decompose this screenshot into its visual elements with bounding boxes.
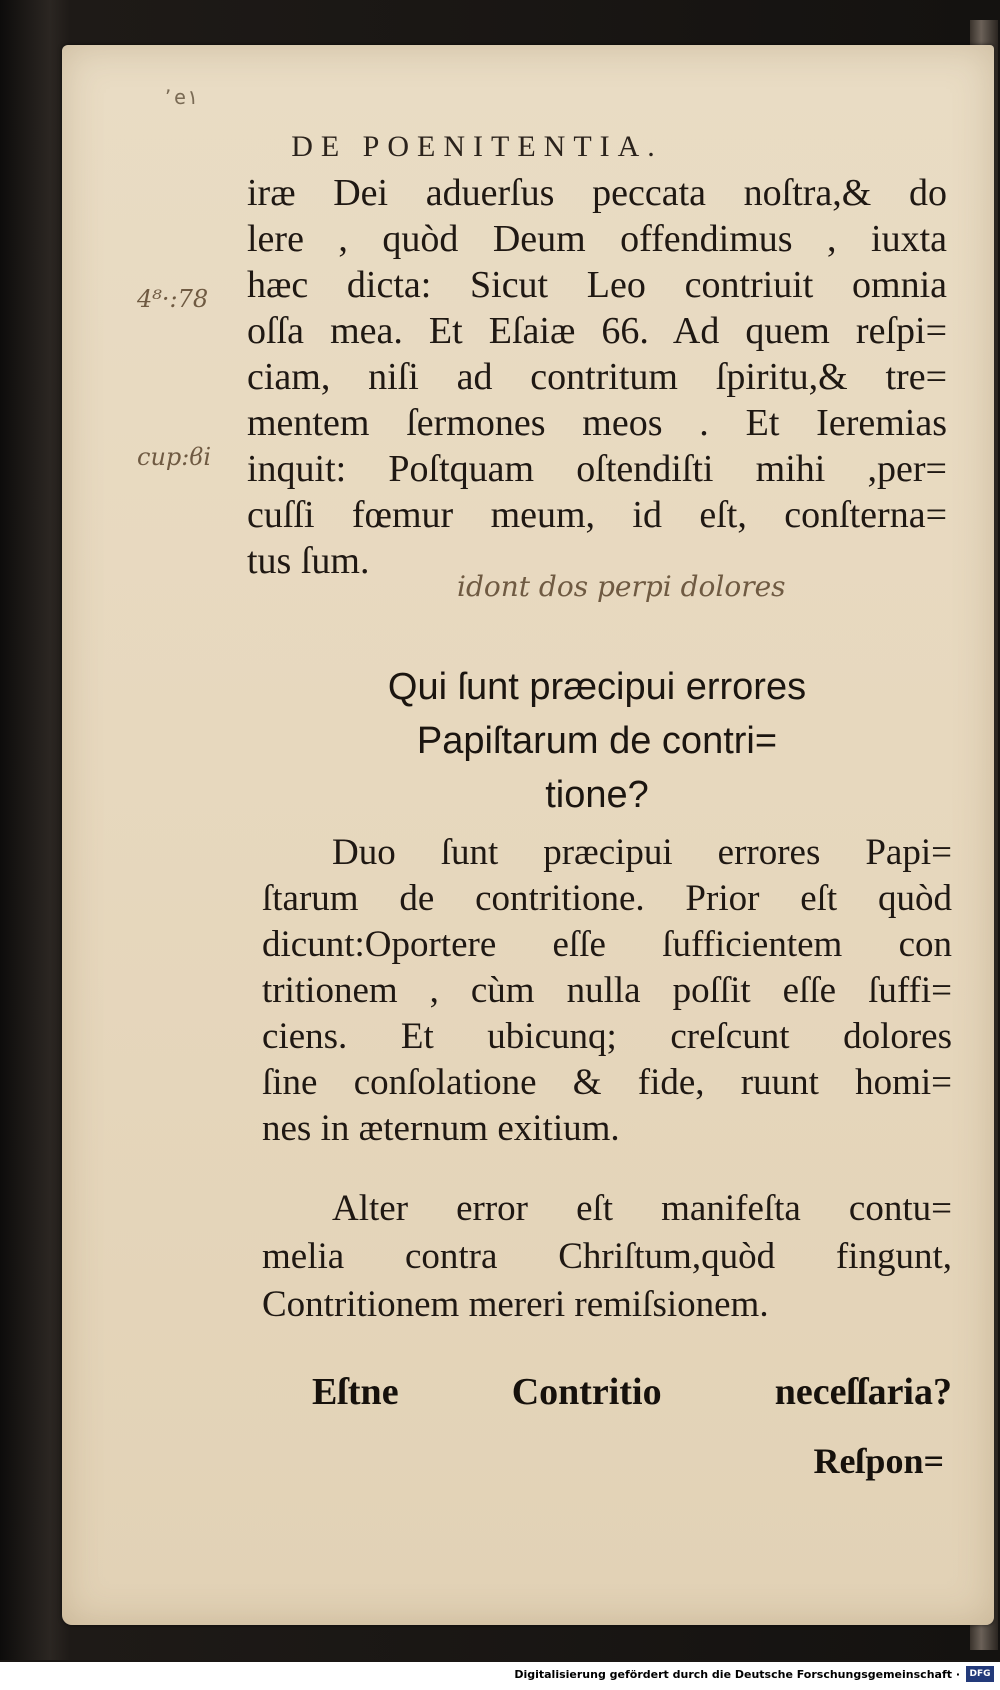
text-line: Duo ſunt præcipui errores Papi= [332, 832, 952, 873]
text-line: tritionem , cùm nulla poſſit eſſe ſuffi= [262, 970, 952, 1011]
book-page [62, 45, 994, 1625]
heading-line: tione? [545, 774, 649, 816]
text-line: dicunt:Oportere eſſe ſufficientem con [262, 924, 952, 965]
folio-mark: ٬e١ [162, 85, 199, 109]
paragraph-1 [247, 170, 947, 584]
text-line: hæc dicta: Sicut Leo contriuit omnia [247, 264, 947, 306]
question-heading-2: Eſtne Contritio neceſſaria? [312, 1371, 952, 1413]
text-line: oſſa mea. Et Eſaiæ 66. Ad quem reſpi= [247, 310, 947, 352]
heading-line: Qui ſunt præcipui errores [387, 666, 807, 708]
text-line: cuſſi fœmur meum, id eſt, conſterna= [247, 494, 947, 536]
catchword: Reſpon= [813, 1441, 944, 1481]
text-line: inquit: Poſtquam oſtendiſti mihi ,per= [247, 448, 947, 490]
text-line: ſtarum de contritione. Prior eſt quòd [262, 878, 952, 919]
text-line: lere , quòd Deum offendimus , iuxta [247, 218, 947, 260]
text-line: melia contra Chriſtum,quòd fingunt, [262, 1236, 952, 1277]
handwritten-annotation: idont dos perpi dolores [457, 570, 786, 603]
heading-line: Papiſtarum de contri= [416, 720, 778, 762]
text-line: ſine conſolatione & fide, ruunt homi= [262, 1062, 952, 1103]
digitization-footer [0, 1662, 1000, 1690]
text-line: tus ſum. [247, 540, 370, 582]
running-head: DE POENITENTIA. [291, 130, 663, 163]
text-line: ciens. Et ubicunq; creſcunt dolores [262, 1016, 952, 1057]
text-line: mentem ſermones meos . Et Ieremias [247, 402, 947, 444]
margin-note: cup:ϐi [137, 443, 212, 471]
answer-paragraph-2 [262, 1185, 952, 1329]
text-line: nes in æternum exitium. [262, 1108, 620, 1149]
text-line: iræ Dei aduerſus peccata noſtra,& do [247, 172, 947, 214]
answer-paragraph-1 [262, 830, 952, 1152]
text-line: ciam, niſi ad contritum ſpiritu,& tre= [247, 356, 947, 398]
text-line: Contritionem mereri remiſsionem. [262, 1284, 769, 1325]
question-heading [247, 660, 947, 822]
dfg-logo: DFG [966, 1666, 994, 1682]
text-line: Alter error eſt manifeſta contu= [332, 1188, 952, 1229]
footer-credit: Digitalisierung gefördert durch die Deutsche Forschungsgemeinschaft · [514, 1668, 960, 1681]
margin-note: 4⁸·:78 [137, 285, 209, 313]
